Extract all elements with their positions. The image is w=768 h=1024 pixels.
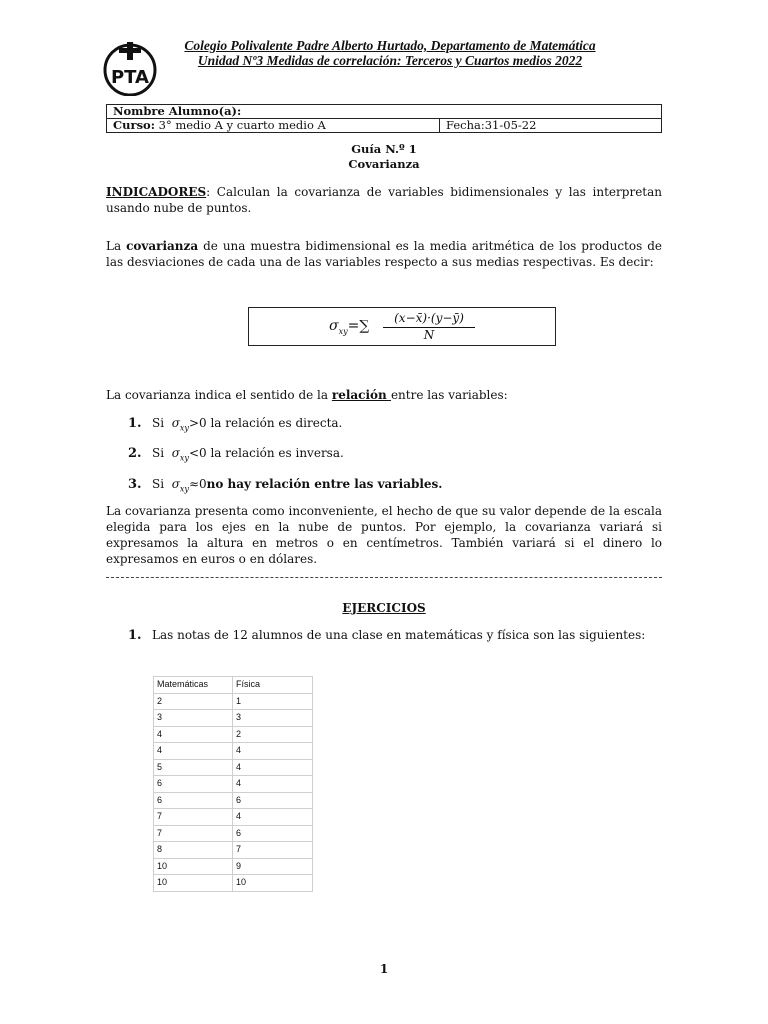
relation-post: entre las variables: xyxy=(390,388,508,402)
guide-subtitle: Covarianza xyxy=(348,157,420,171)
table-row xyxy=(154,875,313,892)
grades-header-row xyxy=(154,677,313,694)
list-sigma: σ xyxy=(171,477,180,491)
physics-grade-cell: 2 xyxy=(233,726,313,743)
date-label: Fecha: xyxy=(446,118,485,132)
date-cell xyxy=(440,119,662,133)
date-value: 31-05-22 xyxy=(484,118,537,132)
table-row xyxy=(154,710,313,727)
table-row xyxy=(154,858,313,875)
table-row xyxy=(154,792,313,809)
math-grade-cell: 6 xyxy=(154,776,233,793)
list-item-3 xyxy=(152,477,443,493)
table-row xyxy=(154,726,313,743)
list-si: Si xyxy=(152,416,165,430)
math-grade-cell: 4 xyxy=(154,726,233,743)
list-number-3: 3. xyxy=(128,477,142,492)
list-text: la relación es directa. xyxy=(206,416,343,430)
formula-denominator: N xyxy=(423,328,435,342)
physics-grade-cell: 6 xyxy=(233,825,313,842)
list-cond: ≈0 xyxy=(188,477,207,491)
list-sigma: σ xyxy=(171,446,180,460)
math-grade-cell: 10 xyxy=(154,875,233,892)
list-si: Si xyxy=(152,446,165,460)
physics-grade-cell: 7 xyxy=(233,842,313,859)
table-row xyxy=(154,743,313,760)
physics-grade-cell: 10 xyxy=(233,875,313,892)
math-grade-cell: 7 xyxy=(154,825,233,842)
course-label: Curso: xyxy=(113,118,155,132)
covariance-formula-box xyxy=(248,307,556,346)
math-grade-cell: 5 xyxy=(154,759,233,776)
formula-eq: =∑ xyxy=(347,318,370,334)
list-item-1 xyxy=(152,416,342,432)
grades-header-math: Matemáticas xyxy=(154,677,233,694)
relation-term: relación xyxy=(331,388,391,402)
list-number-2: 2. xyxy=(128,446,142,461)
exercise-text-1: Las notas de 12 alumnos de una clase en matemáticas y física son las siguientes: xyxy=(152,628,646,642)
formula-sigma: σ xyxy=(329,318,339,334)
math-grade-cell: 8 xyxy=(154,842,233,859)
table-row xyxy=(154,759,313,776)
physics-grade-cell: 6 xyxy=(233,792,313,809)
list-sub: xy xyxy=(179,484,189,494)
physics-grade-cell: 4 xyxy=(233,743,313,760)
physics-grade-cell: 3 xyxy=(233,710,313,727)
relation-pre: La covarianza indica el sentido de la xyxy=(106,388,332,402)
list-sigma: σ xyxy=(171,416,180,430)
indicators-paragraph xyxy=(106,184,662,216)
course-value: 3° medio A y cuarto medio A xyxy=(158,118,326,132)
dashed-separator xyxy=(106,577,662,578)
exercise-number-1: 1. xyxy=(128,628,142,643)
list-si: Si xyxy=(152,477,165,491)
formula-sub: xy xyxy=(338,326,348,336)
physics-grade-cell: 4 xyxy=(233,776,313,793)
grades-header-physics: Física xyxy=(233,677,313,694)
header-school-line: Colegio Polivalente Padre Alberto Hurtado, Departamento de Matemática xyxy=(184,38,596,53)
guide-title: Guía N.º 1 xyxy=(351,142,417,156)
list-text: no hay relación entre las variables. xyxy=(206,477,443,491)
indicators-text: : Calculan la covarianza de variables bidimensionales y las interpretan usando nube de puntos. xyxy=(106,185,662,215)
math-grade-cell: 10 xyxy=(154,858,233,875)
list-number-1: 1. xyxy=(128,416,142,431)
physics-grade-cell: 4 xyxy=(233,809,313,826)
formula-numerator: (x−x̄)·(y−ȳ) xyxy=(394,311,464,325)
table-row xyxy=(154,809,313,826)
inconvenience-paragraph: La covarianza presenta como inconveniente, el hecho de que su valor depende de la escala elegida para los ejes en la nube de puntos. Por ejemplo, la covarianza variará si expresamos la altura en metros o en centímetros. También variará si el dinero lo expresamos en euros o en dólares. xyxy=(106,504,662,566)
student-info-table xyxy=(106,104,662,133)
formula-lhs xyxy=(329,318,369,336)
list-cond: >0 xyxy=(188,416,207,430)
math-grade-cell: 6 xyxy=(154,792,233,809)
table-row xyxy=(154,825,313,842)
definition-term: covarianza xyxy=(126,239,199,253)
definition-post: de una muestra bidimensional es la media aritmética de los productos de las desviaciones de cada una de las variables respecto a sus medias respectivas. Es decir: xyxy=(106,239,663,269)
table-row xyxy=(154,693,313,710)
math-grade-cell: 7 xyxy=(154,809,233,826)
table-row xyxy=(154,842,313,859)
course-cell xyxy=(107,119,440,133)
list-item-2 xyxy=(152,446,344,462)
header-unit-line: Unidad Nº3 Medidas de correlación: Terceros y Cuartos medios 2022 xyxy=(197,53,583,68)
physics-grade-cell: 4 xyxy=(233,759,313,776)
student-name-label: Nombre Alumno(a): xyxy=(107,105,662,119)
definition-pre: La xyxy=(106,239,127,253)
list-sub: xy xyxy=(179,423,189,433)
physics-grade-cell: 9 xyxy=(233,858,313,875)
grades-table xyxy=(153,676,313,892)
logo-lettering: PTA xyxy=(110,67,150,88)
physics-grade-cell: 1 xyxy=(233,693,313,710)
definition-paragraph xyxy=(106,238,662,270)
list-cond: <0 xyxy=(188,446,207,460)
exercises-title: EJERCICIOS xyxy=(342,601,426,615)
list-text: la relación es inversa. xyxy=(206,446,344,460)
relation-sentence xyxy=(106,387,662,403)
math-grade-cell: 2 xyxy=(154,693,233,710)
list-sub: xy xyxy=(179,453,189,463)
table-row xyxy=(154,776,313,793)
indicators-label: INDICADORES xyxy=(106,185,207,199)
page-number: 1 xyxy=(379,962,389,976)
math-grade-cell: 4 xyxy=(154,743,233,760)
math-grade-cell: 3 xyxy=(154,710,233,727)
